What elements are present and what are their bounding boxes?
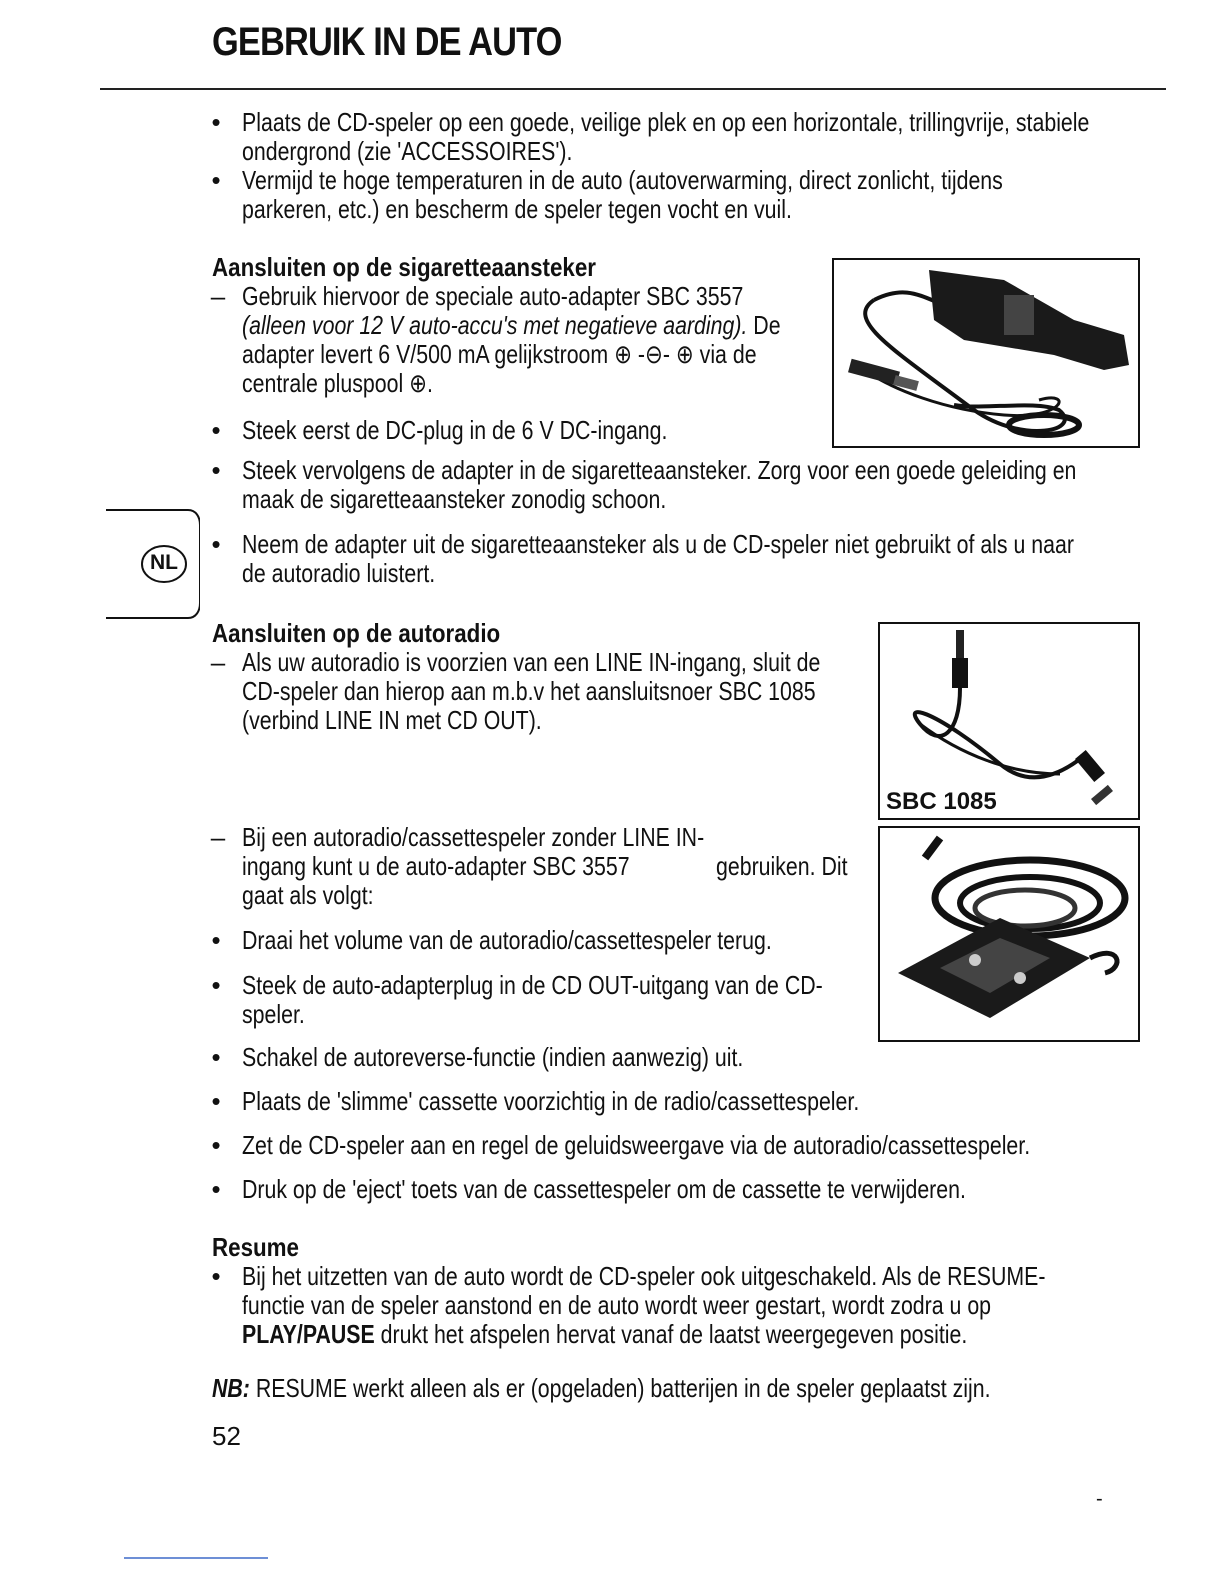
intro-bullet-2-line-1: Vermijd te hoge temperaturen in de auto (autoverwarming, direct zonlicht, tijdens — [242, 165, 1003, 195]
sigaret-dash-1-line-1: Gebruik hiervoor de speciale auto-adapter SBC 3557 — [242, 281, 744, 311]
dash-icon: – — [210, 647, 226, 677]
section-heading-autoradio: Aansluiten op de autoradio — [212, 618, 501, 648]
bullet-icon: • — [211, 107, 221, 137]
nb-text: RESUME werkt alleen als er (opgeladen) batterijen in de speler geplaatst zijn. — [249, 1373, 991, 1403]
footer-mark: - — [1096, 1488, 1103, 1510]
autoradio-bullet-2-line-1: Steek de auto-adapterplug in de CD OUT-uitgang van de CD- — [242, 970, 823, 1000]
autoradio-bullet-6: Druk op de 'eject' toets van de cassettespeler om de cassette te verwijderen. — [242, 1174, 966, 1204]
cassette-adapter-icon — [880, 828, 1138, 1040]
sigaret-dash-1-line-3: adapter levert 6 V/500 mA gelijkstroom ⊕ -⊖- ⊕ via de — [242, 339, 757, 369]
resume-line-2: functie van de speler aanstond en de auto wordt weer gestart, wordt zodra u op — [242, 1290, 992, 1320]
autoradio-dash-2-line-1: Bij een autoradio/cassettespeler zonder LINE IN- — [242, 822, 705, 852]
bullet-icon: • — [211, 1130, 221, 1160]
autoradio-dash-1-line-3: (verbind LINE IN met CD OUT). — [242, 705, 542, 735]
autoradio-bullet-3: Schakel de autoreverse-functie (indien aanwezig) uit. — [242, 1042, 744, 1072]
sigaret-bullet-2-line-1: Steek vervolgens de adapter in de sigaretteaansteker. Zorg voor een goede geleiding en — [242, 455, 1077, 485]
car-adapter-plug-icon — [834, 260, 1138, 446]
sigaret-dash-1-line-4: centrale pluspool ⊕. — [242, 368, 433, 398]
sigaret-bullet-1: Steek eerst de DC-plug in de 6 V DC-ingang. — [242, 415, 668, 445]
autoradio-bullet-1: Draai het volume van de autoradio/cassettespeler terug. — [242, 925, 772, 955]
intro-bullet-1-line-2: ondergrond (zie 'ACCESSOIRES'). — [242, 136, 573, 166]
bullet-icon: • — [211, 1086, 221, 1116]
intro-bullet-1-line-1: Plaats de CD-speler op een goede, veilige plek en op een horizontale, trillingvrije, stabiele — [242, 107, 1090, 137]
sigaret-bullet-2-line-2: maak de sigaretteaansteker zonodig schoon. — [242, 484, 667, 514]
sigaret-line-2-tail: De — [747, 310, 781, 340]
bullet-icon: • — [211, 970, 221, 1000]
sigaret-italic-note: (alleen voor 12 V auto-accu's met negatieve aarding). — [242, 310, 748, 340]
bullet-icon: • — [211, 415, 221, 445]
play-pause-label: PLAY/PAUSE — [242, 1319, 375, 1349]
autoradio-dash-2-line-2b: gebruiken. Dit — [716, 851, 848, 881]
autoradio-bullet-2-line-2: speler. — [242, 999, 305, 1029]
resume-line-3-tail: drukt het afspelen hervat vanaf de laatst weergegeven positie. — [374, 1319, 968, 1349]
cable-sbc-1085-image — [878, 622, 1140, 820]
bullet-icon: • — [211, 1042, 221, 1072]
autoradio-dash-2-line-2a: ingang kunt u de auto-adapter SBC 3557 — [242, 851, 630, 881]
nb-label: NB: — [212, 1373, 250, 1403]
bullet-icon: • — [211, 529, 221, 559]
sigaret-bullet-3-line-1: Neem de adapter uit de sigaretteaansteker als u de CD-speler niet gebruikt of als u naar — [242, 529, 1074, 559]
cable-label: SBC 1085 — [886, 788, 997, 815]
bullet-icon: • — [211, 165, 221, 195]
dash-icon: – — [210, 281, 226, 311]
nb-note — [212, 1374, 991, 1403]
bullet-icon: • — [211, 1174, 221, 1204]
section-heading-sigaret: Aansluiten op de sigaretteaansteker — [212, 252, 596, 282]
resume-line-3 — [242, 1320, 967, 1349]
cassette-adapter-image — [878, 826, 1140, 1042]
page-title: GEBRUIK IN DE AUTO — [212, 20, 562, 64]
dash-icon: – — [210, 822, 226, 852]
section-heading-resume: Resume — [212, 1232, 299, 1262]
autoradio-dash-1-line-2: CD-speler dan hierop aan m.b.v het aansluitsnoer SBC 1085 — [242, 676, 816, 706]
title-rule — [100, 88, 1166, 90]
resume-line-1: Bij het uitzetten van de auto wordt de CD-speler ook uitgeschakeld. Als de RESUME- — [242, 1261, 1046, 1291]
bullet-icon: • — [211, 455, 221, 485]
bullet-icon: • — [211, 1261, 221, 1291]
intro-bullet-2-line-2: parkeren, etc.) en bescherm de speler tegen vocht en vuil. — [242, 194, 792, 224]
autoradio-dash-1-line-1: Als uw autoradio is voorzien van een LINE IN-ingang, sluit de — [242, 647, 821, 677]
autoradio-dash-2-line-3: gaat als volgt: — [242, 880, 374, 910]
language-tab — [104, 507, 200, 621]
autoradio-bullet-5: Zet de CD-speler aan en regel de geluidsweergave via de autoradio/cassettespeler. — [242, 1130, 1031, 1160]
autoradio-bullet-4: Plaats de 'slimme' cassette voorzichtig in de radio/cassettespeler. — [242, 1086, 860, 1116]
page-number: 52 — [212, 1421, 241, 1451]
language-badge: NL — [150, 551, 178, 574]
sigaret-dash-1-line-2 — [242, 311, 781, 340]
bullet-icon: • — [211, 925, 221, 955]
sigaret-bullet-3-line-2: de autoradio luistert. — [242, 558, 436, 588]
car-adapter-image — [832, 258, 1140, 448]
footer-line — [124, 1557, 268, 1559]
